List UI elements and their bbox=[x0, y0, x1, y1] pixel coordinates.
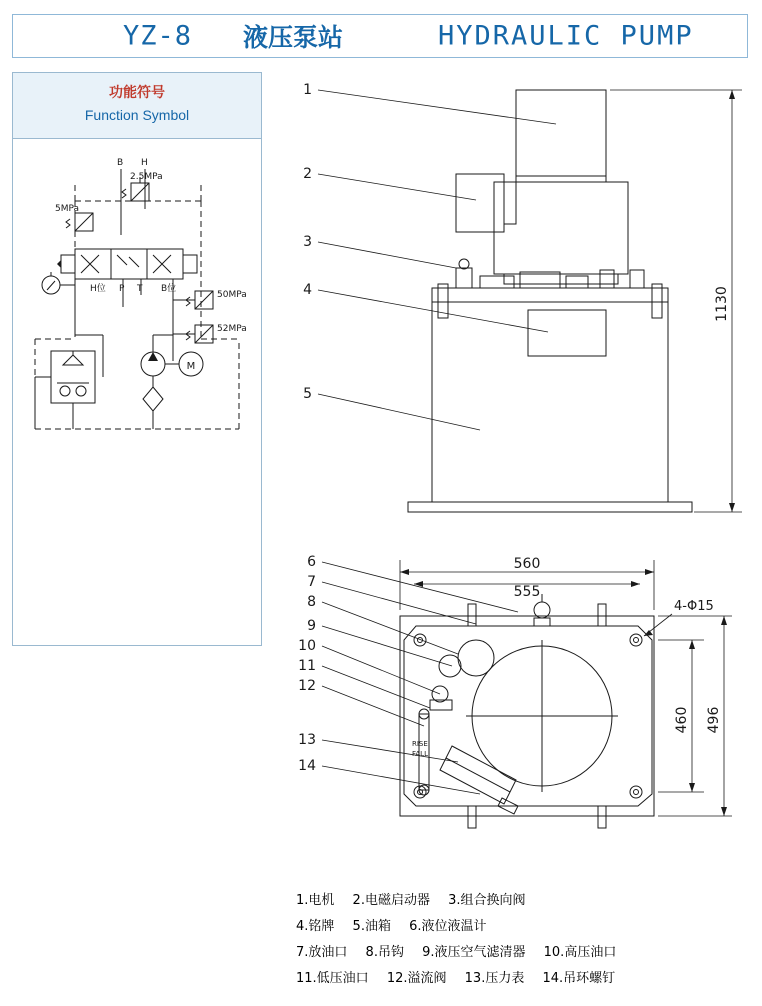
legend-item: 12.溢流阀 bbox=[386, 971, 447, 986]
hydraulic-schematic bbox=[13, 139, 261, 645]
svg-text:T: T bbox=[137, 284, 143, 294]
title-chinese: 液压泵站 bbox=[243, 23, 344, 52]
dim-555: 555 bbox=[513, 584, 541, 600]
parts-legend bbox=[296, 888, 746, 992]
legend-row-2 bbox=[296, 914, 746, 940]
callout-4: 4 bbox=[303, 282, 312, 298]
callout-8: 8 bbox=[307, 594, 316, 610]
legend-item: 8.吊钩 bbox=[365, 945, 404, 960]
svg-text:50MPa: 50MPa bbox=[217, 290, 247, 300]
function-symbol-title-en: Function Symbol bbox=[84, 107, 190, 123]
legend-row-3 bbox=[296, 940, 746, 966]
front-view-drawing bbox=[280, 72, 750, 542]
legend-item: 2.电磁启动器 bbox=[352, 893, 430, 908]
callout-10: 10 bbox=[298, 638, 316, 654]
level-label-rise: RISE bbox=[412, 740, 428, 748]
legend-item: 5.油箱 bbox=[352, 919, 391, 934]
callout-7: 7 bbox=[307, 574, 316, 590]
svg-text:M: M bbox=[186, 361, 196, 372]
callout-3: 3 bbox=[303, 234, 312, 250]
legend-item: 3.组合换向阀 bbox=[448, 893, 526, 908]
dim-496: 496 bbox=[706, 706, 722, 734]
svg-text:B位: B位 bbox=[161, 284, 177, 294]
callout-1: 1 bbox=[303, 82, 312, 98]
svg-text:B: B bbox=[117, 158, 124, 168]
svg-text:H: H bbox=[141, 158, 148, 168]
legend-item: 11.低压油口 bbox=[296, 971, 369, 986]
legend-item: 7.放油口 bbox=[296, 945, 348, 960]
dim-460: 460 bbox=[674, 706, 690, 734]
model-code: YZ-8 bbox=[123, 20, 193, 52]
dim-height-1130: 1130 bbox=[714, 286, 730, 322]
function-symbol-panel bbox=[12, 72, 262, 646]
svg-text:H位: H位 bbox=[90, 284, 106, 294]
callout-6: 6 bbox=[307, 554, 316, 570]
svg-text:5MPa: 5MPa bbox=[55, 204, 80, 214]
legend-item: 10.高压油口 bbox=[543, 945, 617, 960]
legend-item: 1.电机 bbox=[296, 893, 335, 908]
level-label-fall: FALL bbox=[412, 750, 428, 758]
legend-item: 9.液压空气滤清器 bbox=[422, 945, 526, 960]
callout-11: 11 bbox=[298, 658, 316, 674]
callout-9: 9 bbox=[307, 618, 316, 634]
svg-text:P: P bbox=[119, 284, 125, 294]
legend-item: 14.吊环螺钉 bbox=[542, 971, 616, 986]
callout-5: 5 bbox=[303, 386, 312, 402]
svg-text:52MPa: 52MPa bbox=[217, 324, 247, 334]
legend-item: 13.压力表 bbox=[464, 971, 525, 986]
title-bar bbox=[12, 14, 748, 58]
function-symbol-header bbox=[13, 73, 261, 139]
hole-note: 4-Φ15 bbox=[674, 599, 714, 614]
callout-13: 13 bbox=[298, 732, 316, 748]
callout-2: 2 bbox=[303, 166, 312, 182]
callout-12: 12 bbox=[298, 678, 316, 694]
legend-item: 6.液位液温计 bbox=[409, 919, 487, 934]
function-symbol-title-cn: 功能符号 bbox=[109, 85, 165, 101]
legend-row-1 bbox=[296, 888, 746, 914]
dim-560: 560 bbox=[513, 556, 541, 572]
legend-row-4 bbox=[296, 966, 746, 992]
callout-14: 14 bbox=[298, 758, 316, 774]
legend-item: 4.铭牌 bbox=[296, 919, 335, 934]
top-view-drawing bbox=[280, 548, 750, 858]
title-english: HYDRAULIC PUMP bbox=[438, 20, 694, 52]
svg-text:2.5MPa: 2.5MPa bbox=[130, 172, 163, 182]
